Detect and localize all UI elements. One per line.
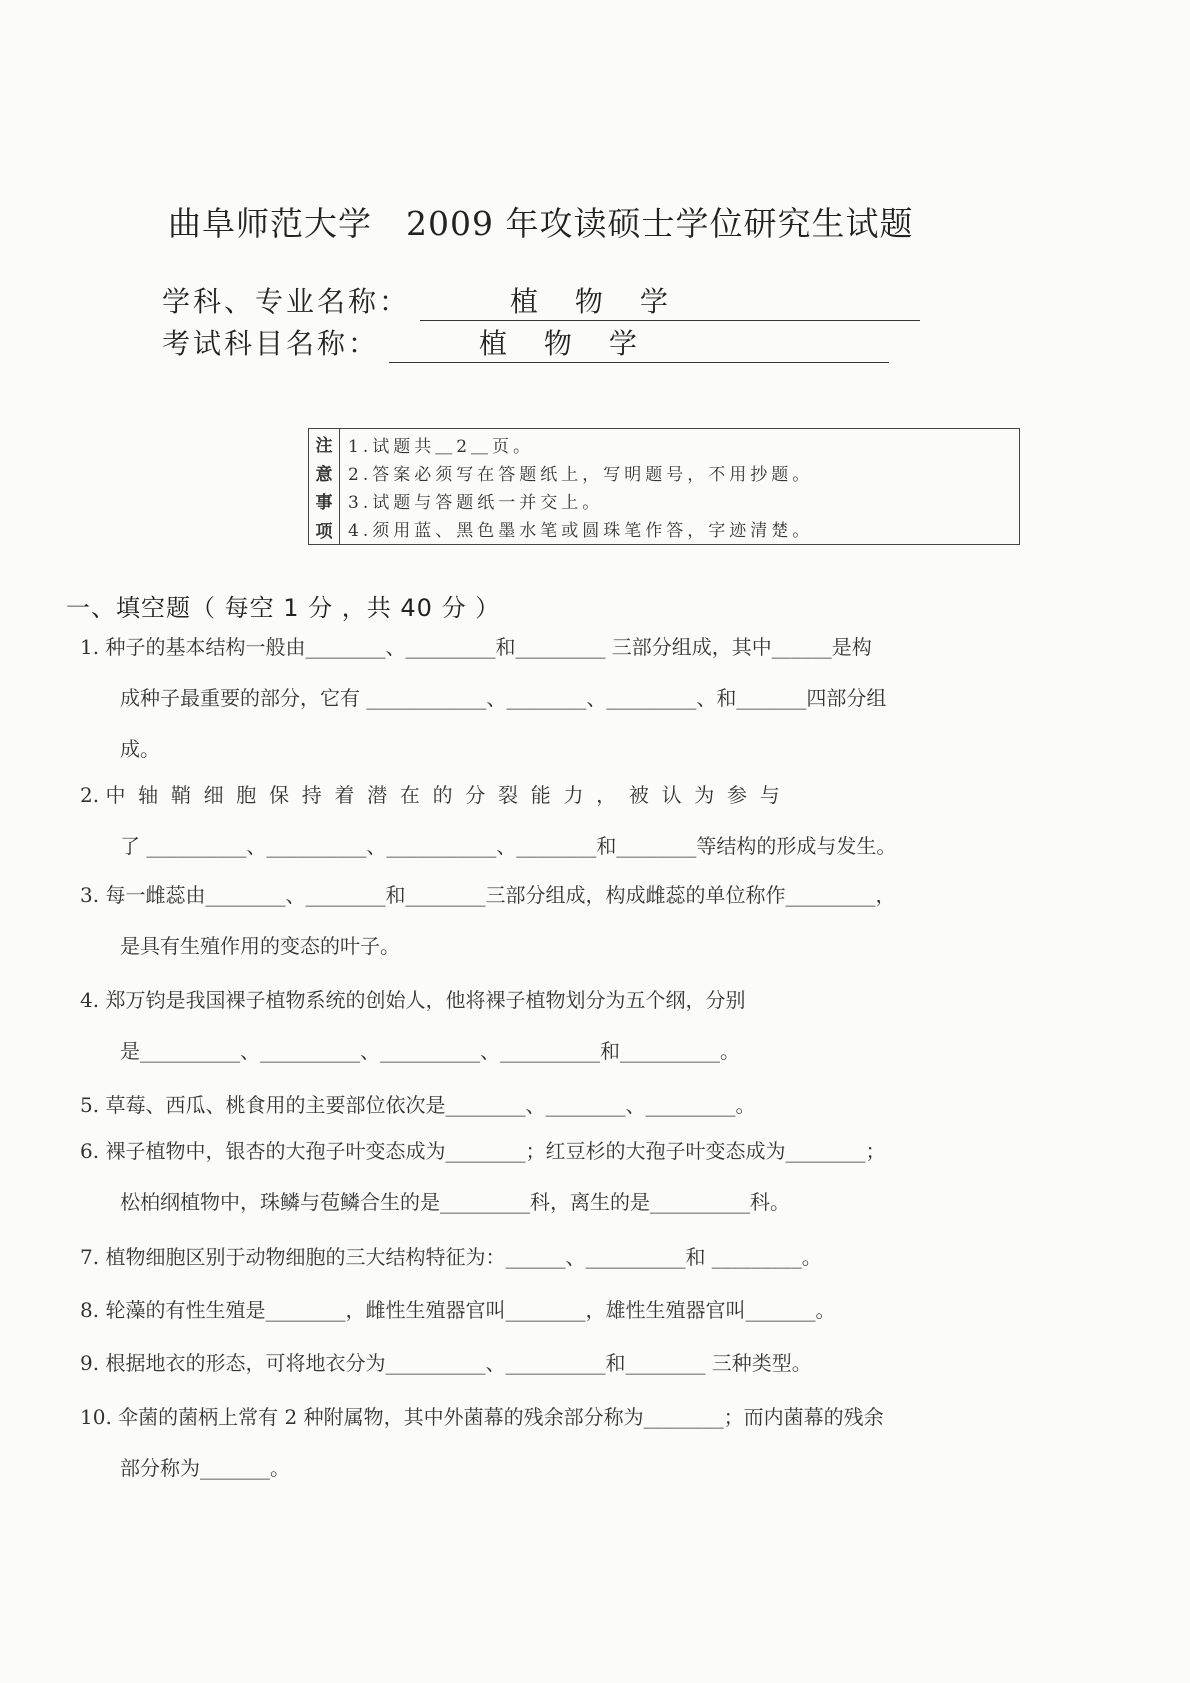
question-5 <box>80 1080 1120 1131</box>
question-line: 10. 伞菌的菌柄上常有 2 种附属物，其中外菌幕的残余部分称为________；而内菌幕的残余 <box>80 1405 884 1429</box>
question-1 <box>80 622 1120 775</box>
section-heading: 一、填空题（ 每空 1 分 ，共 40 分 ） <box>66 594 501 622</box>
field-value: 植 物 学 <box>420 280 920 321</box>
question-line: 6. 裸子植物中，银杏的大孢子叶变态成为________；红豆杉的大孢子叶变态成为________； <box>80 1139 886 1163</box>
exam-title: 曲阜师范大学 2009 年攻读硕士学位研究生试题 <box>168 204 914 243</box>
field-value: 植 物 学 <box>389 322 889 363</box>
notice-side-label <box>309 429 340 544</box>
question-line: 是具有生殖作用的变态的叶子。 <box>120 934 400 958</box>
question-2 <box>80 770 1120 872</box>
question-9 <box>80 1338 1120 1389</box>
exam-subject-field <box>162 322 889 363</box>
question-8 <box>80 1285 1120 1336</box>
question-7 <box>80 1232 1120 1283</box>
notice-char: 意 <box>315 464 333 485</box>
question-line: 5. 草莓、西瓜、桃食用的主要部位依次是________、________、_________。 <box>80 1093 756 1117</box>
notice-item: 4.须用蓝、黑色墨水笔或圆珠笔作答，字迹清楚。 <box>348 520 814 541</box>
question-3 <box>80 870 1120 972</box>
question-line: 4. 郑万钧是我国裸子植物系统的创始人，他将裸子植物划分为五个纲，分别 <box>80 988 746 1012</box>
notice-char: 注 <box>315 435 333 456</box>
question-line: 8. 轮藻的有性生殖是________，雌性生殖器官叫________，雄性生殖器官叫_______。 <box>80 1298 836 1322</box>
question-line: 2. 中 轴 鞘 细 胞 保 持 着 潜 在 的 分 裂 能 力 ， 被 认 为 参 与 <box>80 783 780 807</box>
question-line: 了 __________、__________、___________、________和________等结构的形成与发生。 <box>120 834 897 858</box>
question-line: 部分称为_______。 <box>120 1456 290 1480</box>
question-line: 1. 种子的基本结构一般由________、_________和_________ 三部分组成，其中______是构 <box>80 635 872 659</box>
question-line: 9. 根据地衣的形态，可将地衣分为__________、__________和________ 三种类型。 <box>80 1351 812 1375</box>
notice-item: 1.试题共＿2＿页。 <box>348 437 535 458</box>
question-line: 松柏纲植物中，珠鳞与苞鳞合生的是_________科，离生的是__________科。 <box>120 1190 790 1214</box>
notice-item: 2.答案必须写在答题纸上，写明题号，不用抄题。 <box>348 465 814 486</box>
question-line: 成。 <box>120 737 160 761</box>
notice-char: 事 <box>315 493 333 514</box>
subject-field <box>162 280 920 321</box>
question-line: 成种子最重要的部分，它有 ____________、________、_________、和_______四部分组 <box>120 686 887 710</box>
question-line: 3. 每一雌蕊由________、________和________三部分组成，构成雌蕊的单位称作_________， <box>80 883 896 907</box>
question-6 <box>80 1126 1120 1228</box>
field-label: 学科、专业名称： <box>162 285 411 318</box>
notice-item: 3.试题与答题纸一并交上。 <box>348 492 604 513</box>
question-line: 是__________、__________、__________、__________和__________。 <box>120 1039 740 1063</box>
field-label: 考试科目名称： <box>162 327 380 360</box>
question-4 <box>80 975 1120 1077</box>
question-line: 7. 植物细胞区别于动物细胞的三大结构特征为：______、__________和 _________。 <box>80 1245 822 1269</box>
question-10 <box>80 1392 1120 1494</box>
notice-char: 项 <box>315 522 333 543</box>
notice-box <box>308 428 1020 545</box>
